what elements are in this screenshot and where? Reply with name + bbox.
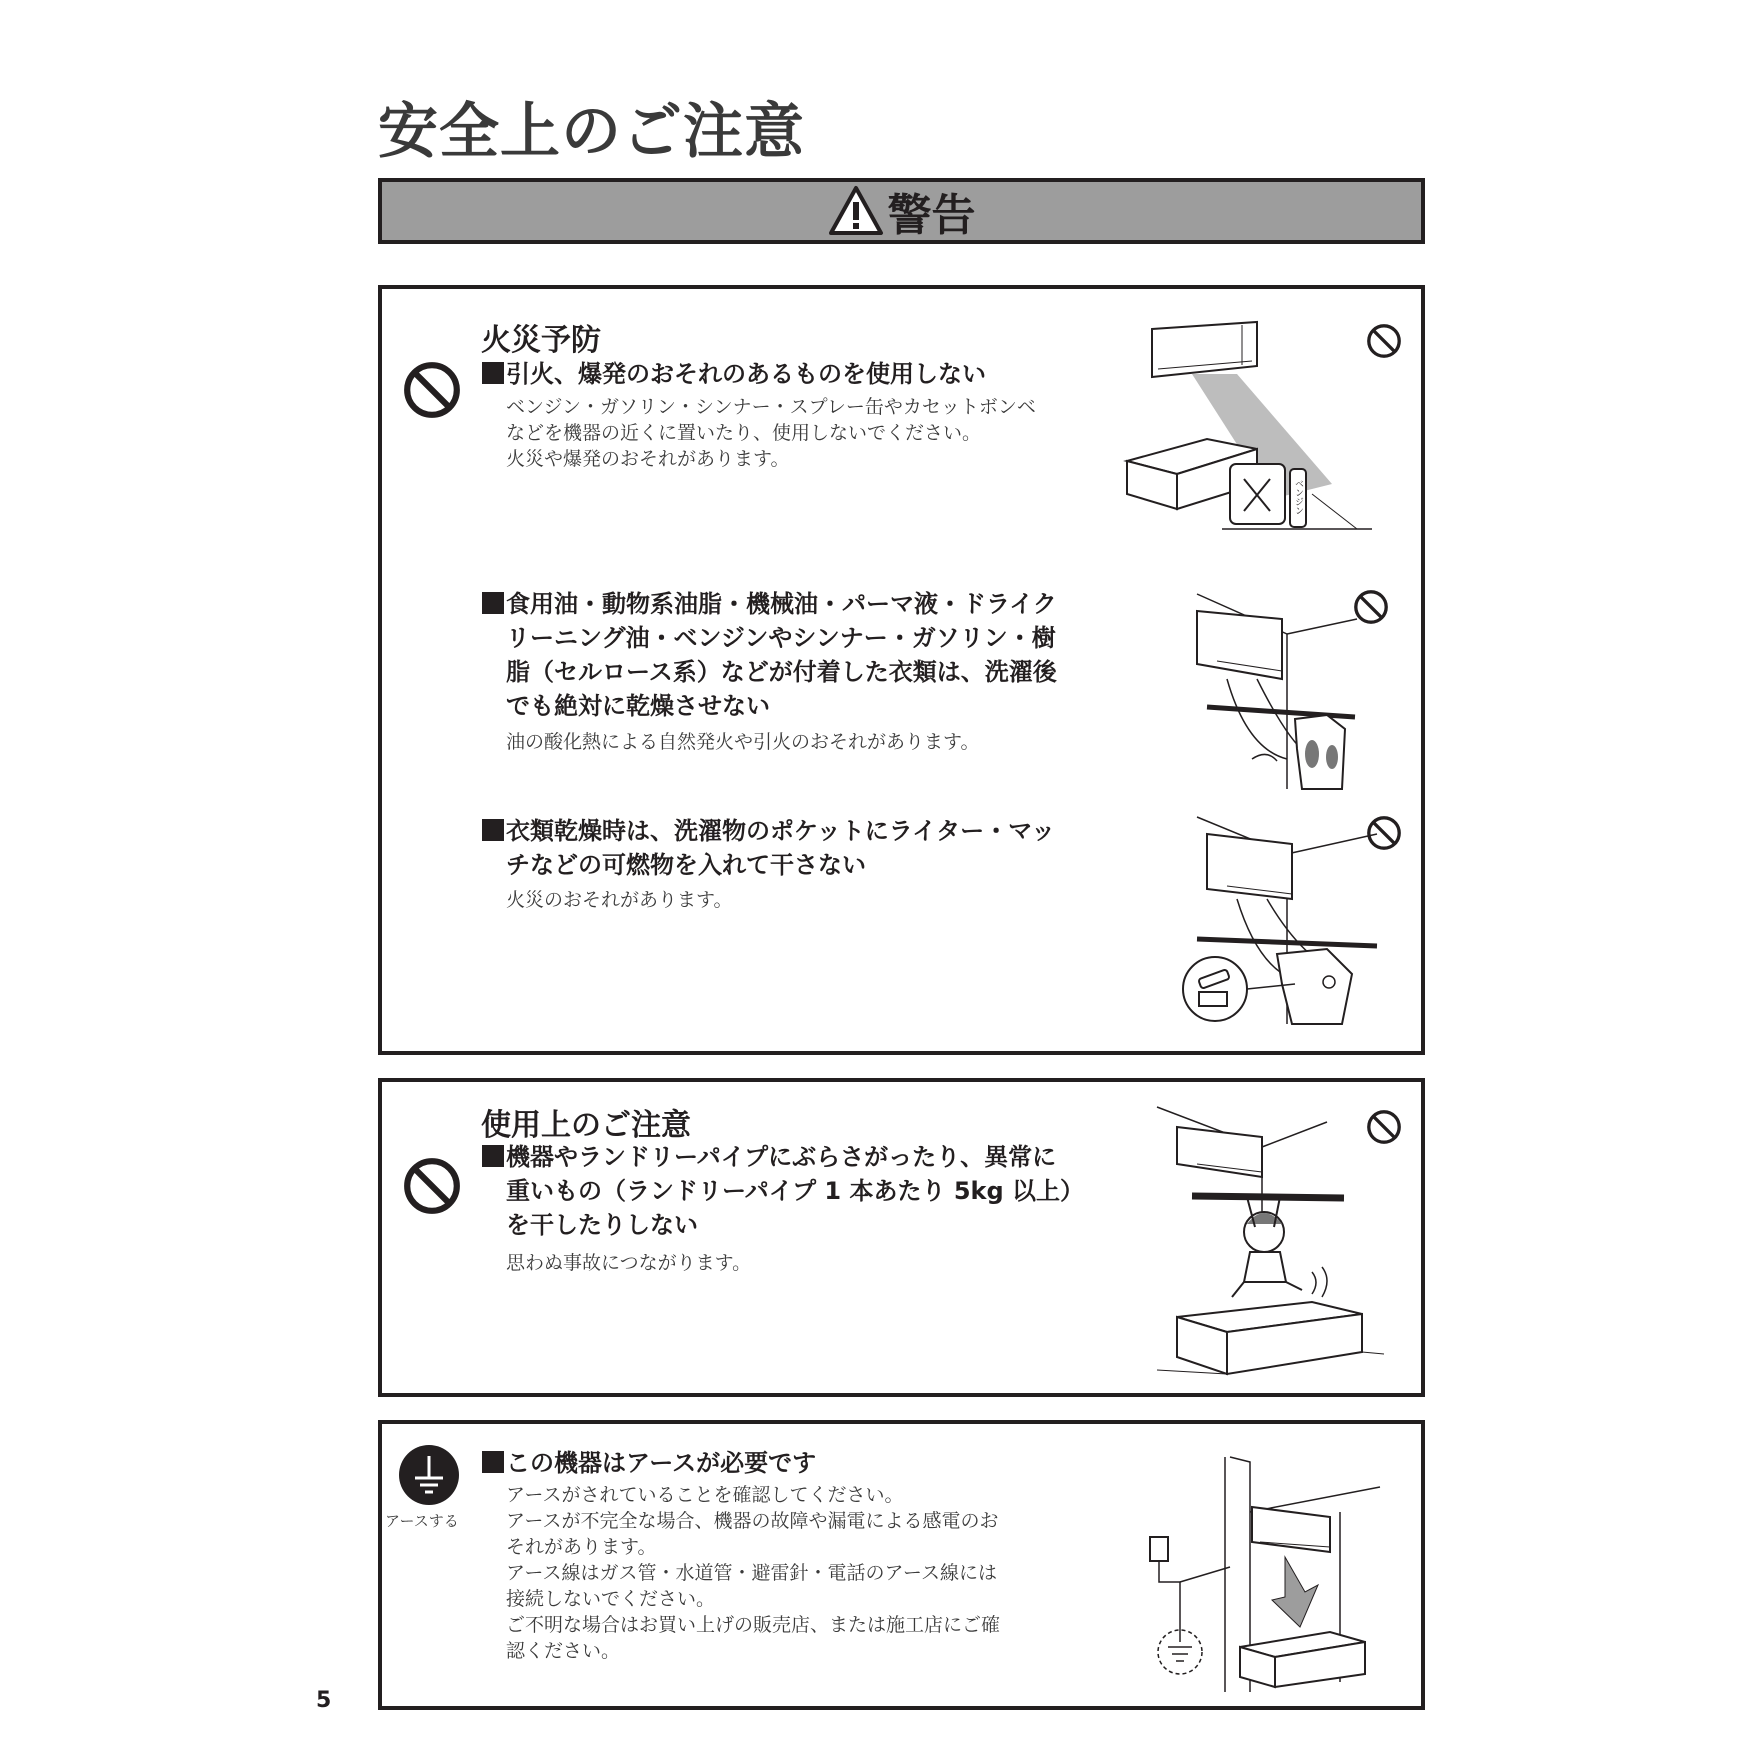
warning-body: 火災のおそれがあります。: [506, 889, 733, 911]
usage-caution-section: [378, 1078, 1425, 1397]
warning-label: 警告: [887, 190, 976, 241]
bullet-square: [482, 1145, 504, 1167]
earth-ground-icon: [398, 1444, 460, 1506]
can-label: ベンジン: [1293, 479, 1303, 515]
warning-heading: 食用油・動物系油脂・機械油・パーマ液・ドライク リーニング油・ベンジンやシンナー・ガソリン・樹 脂（セルロース系）などが付着した衣類は、洗濯後 でも絶対に乾燥させない: [482, 587, 1102, 723]
section-title-fire: 火災予防: [481, 323, 601, 358]
prohibition-icon: [401, 1155, 463, 1217]
bullet-square: [482, 592, 504, 614]
illustration-lighter-in-pocket: [1177, 814, 1387, 1029]
warning-body: アースがされていることを確認してください。 アースが不完全な場合、機器の故障や漏電による感電のお それがあります。 アース線はガス管・水道管・避雷針・電話のアース線には 接続しないでください。 ご不明な場合はお買い上げの販売店、または施工店にご確 認ください。: [506, 1484, 1001, 1662]
page-number: 5: [316, 1688, 332, 1713]
bullet-square: [482, 819, 504, 841]
page-title: 安全上のご注意: [378, 97, 805, 167]
illustration-earth-wiring: [1130, 1452, 1390, 1702]
warning-body: ベンジン・ガソリン・シンナー・スプレー缶やカセットボンベ などを機器の近くに置いたり、使用しないでください。 火災や爆発のおそれがあります。: [506, 396, 1036, 470]
illustration-oily-clothes-drying: [1177, 589, 1377, 799]
earth-icon-label: アースする: [385, 1512, 459, 1530]
fire-prevention-section: [378, 285, 1425, 1055]
illustration-child-hanging-on-pipe: [1152, 1102, 1387, 1387]
warning-body: 油の酸化熱による自然発火や引火のおそれがあります。: [506, 731, 980, 753]
prohibition-icon: [401, 359, 463, 421]
earth-section: [378, 1420, 1425, 1710]
warning-heading: この機器はアースが必要です: [482, 1446, 1102, 1480]
warning-heading: 機器やランドリーパイプにぶらさがったり、異常に 重いもの（ランドリーパイプ 1 本あたり 5kg 以上） を干したりしない: [482, 1140, 1122, 1242]
bullet-square: [482, 1451, 504, 1473]
warning-banner: [378, 178, 1425, 244]
illustration-flammables-near-aircon: [1122, 319, 1382, 539]
warning-body: 思わぬ事故につながります。: [506, 1252, 752, 1274]
section-title-usage: 使用上のご注意: [481, 1108, 691, 1143]
bullet-square: [482, 362, 504, 384]
warning-triangle-icon: [828, 185, 884, 237]
warning-heading: 引火、爆発のおそれのあるものを使用しない: [482, 357, 1102, 391]
warning-heading: 衣類乾燥時は、洗濯物のポケットにライター・マッ チなどの可燃物を入れて干さない: [482, 814, 1102, 882]
